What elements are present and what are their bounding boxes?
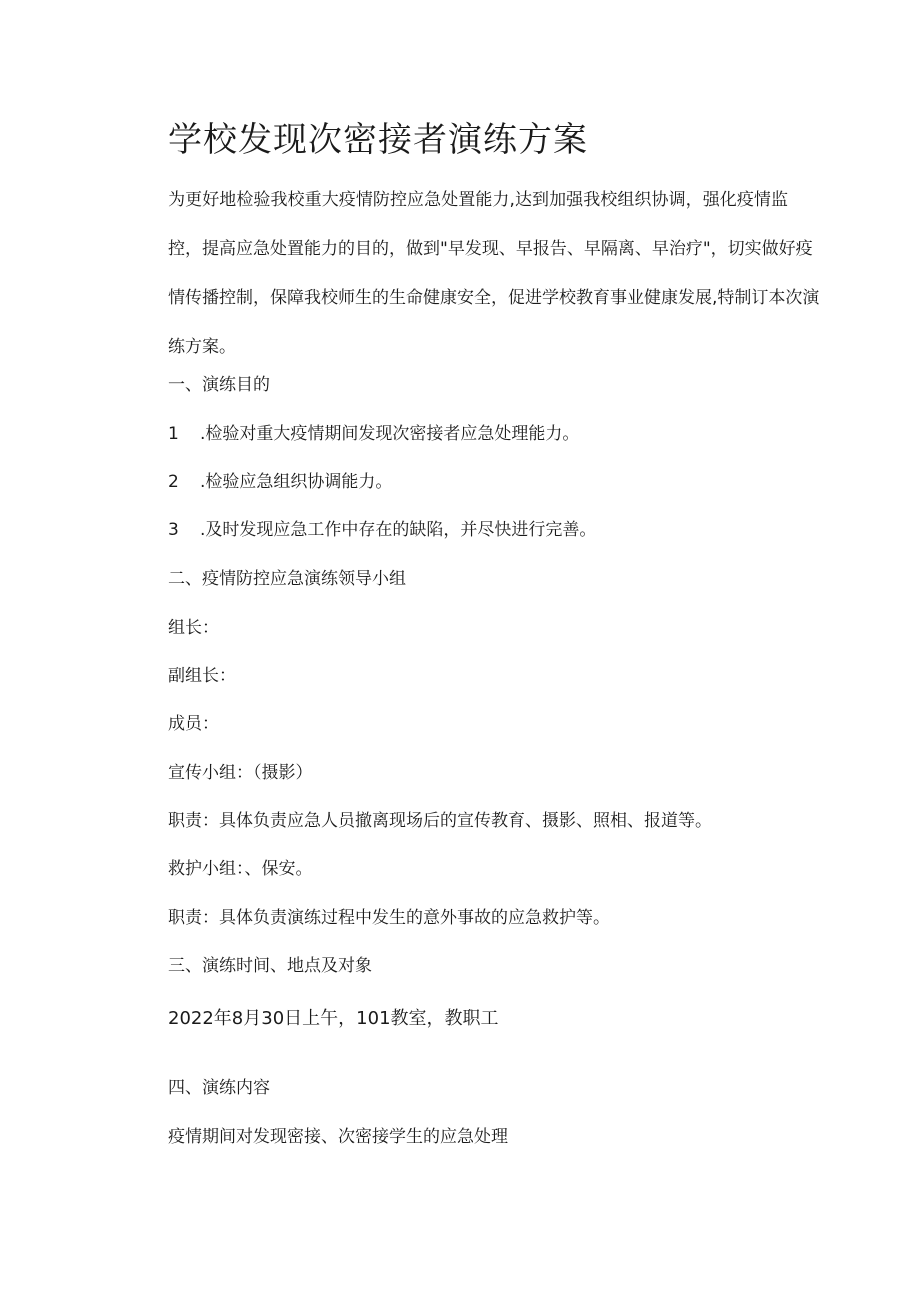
section-2-heading: 二、疫情防控应急演练领导小组	[168, 569, 406, 589]
publicity-duty-line: 职责：具体负责应急人员撤离现场后的宣传教育、摄影、照相、报道等。	[168, 811, 712, 831]
drill-content-line: 疫情期间对发现密接、次密接学生的应急处理	[168, 1127, 508, 1147]
leader-line: 组长：	[168, 618, 219, 638]
drill-time-place-line: 2022年8月30日上午，101教室，教职工	[168, 1008, 499, 1029]
objective-item-3-text: .及时发现应急工作中存在的缺陷，并尽快进行完善。	[200, 520, 597, 540]
objective-item-2-text: .检验应急组织协调能力。	[200, 472, 393, 492]
rescue-group-line: 救护小组：、保安。	[168, 859, 313, 879]
publicity-group-line: 宣传小组：（摄影）	[168, 763, 313, 783]
intro-line-3: 情传播控制，保障我校师生的生命健康安全，促进学校教育事业健康发展,特制订本次演	[168, 288, 820, 308]
intro-line-1: 为更好地检验我校重大疫情防控应急处置能力,达到加强我校组织协调，强化疫情监	[168, 190, 788, 210]
objective-item-1	[168, 421, 579, 447]
section-4-heading: 四、演练内容	[168, 1078, 270, 1098]
objective-item-3	[168, 517, 596, 543]
section-3-heading: 三、演练时间、地点及对象	[168, 956, 372, 976]
intro-line-4: 练方案。	[168, 337, 236, 357]
members-line: 成员：	[168, 714, 219, 734]
objective-item-1-number: 1	[168, 424, 179, 444]
rescue-duty-line: 职责：具体负责演练过程中发生的意外事故的应急救护等。	[168, 908, 610, 928]
objective-item-2-number: 2	[168, 472, 179, 492]
objective-item-3-number: 3	[168, 520, 179, 540]
objective-item-2	[168, 469, 392, 495]
intro-paragraph	[168, 176, 820, 372]
deputy-leader-line: 副组长：	[168, 666, 236, 686]
intro-line-2: 控，提高应急处置能力的目的，做到"早发现、早报告、早隔离、早治疗"，切实做好疫	[168, 239, 813, 259]
document-title: 学校发现次密接者演练方案	[168, 120, 588, 160]
objective-item-1-text: .检验对重大疫情期间发现次密接者应急处理能力。	[200, 424, 580, 444]
section-1-heading: 一、演练目的	[168, 375, 270, 395]
